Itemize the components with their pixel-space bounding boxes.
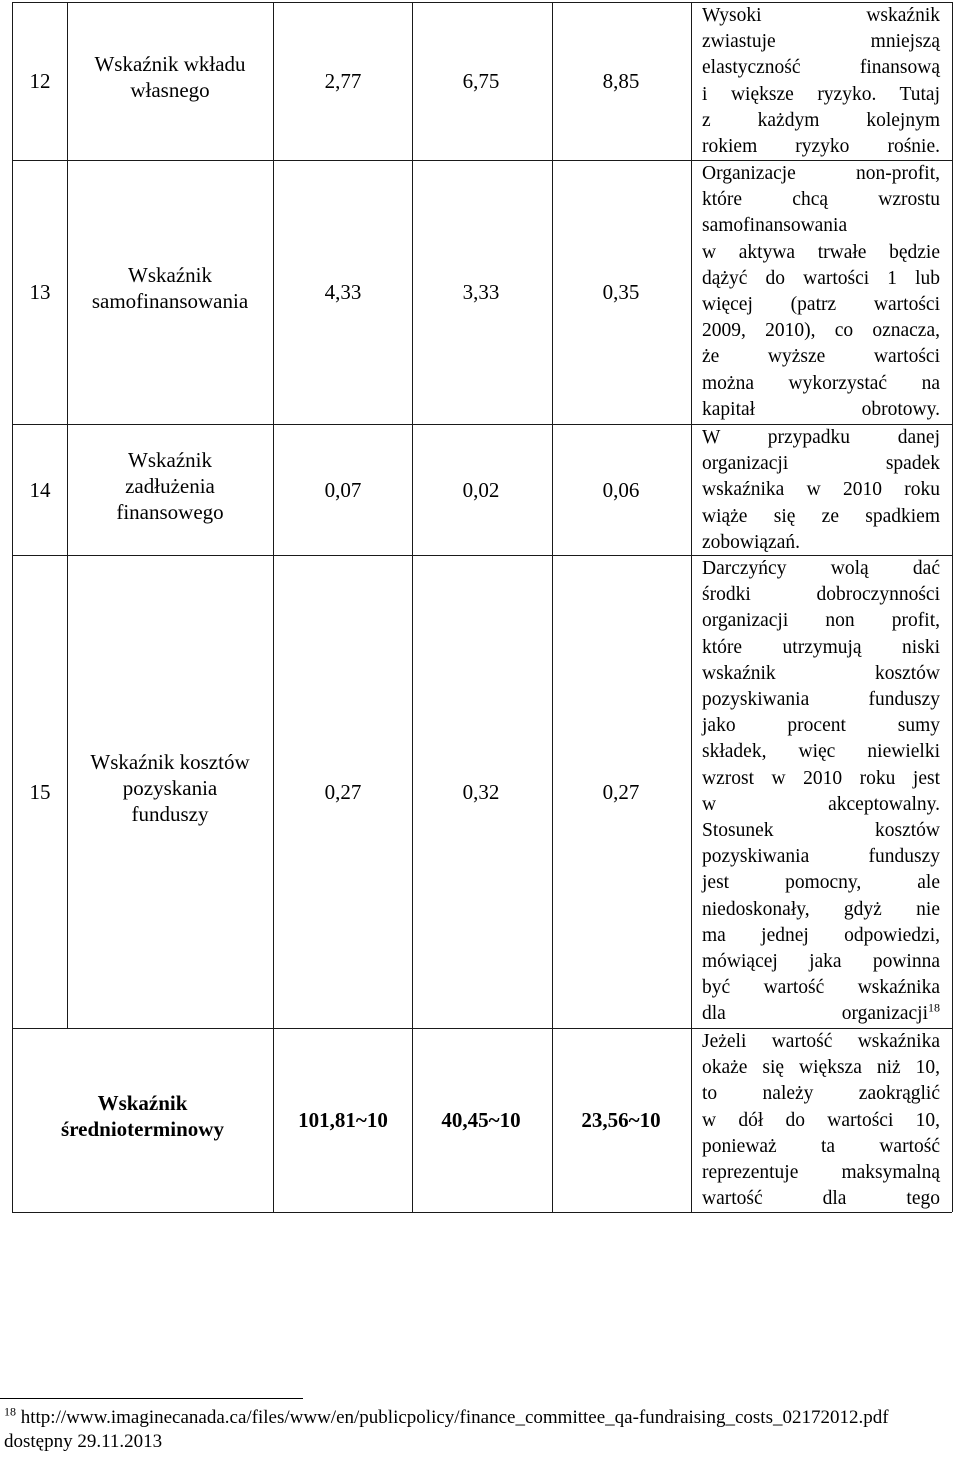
- comment-line: Organizacje non-profit,: [702, 163, 940, 184]
- table-rule: [952, 2, 953, 1212]
- indicator-name: [12, 1090, 273, 1142]
- comment-line: z każdym kolejnym: [702, 109, 940, 131]
- comment-line: to należy zaokrąglić: [702, 1083, 940, 1105]
- comment-line: dla organizacji$^{18}$: [702, 1000, 940, 1025]
- comment-line: w dół do wartości 10,: [702, 1109, 940, 1131]
- table-rule: [273, 2, 274, 1212]
- comment-line: i większe ryzyko. Tutaj: [702, 83, 940, 105]
- comment-line: zobowiązań.: [702, 531, 800, 553]
- comment-line: ponieważ ta wartość: [702, 1135, 940, 1157]
- comment-line: organizacji non profit,: [702, 610, 940, 632]
- indicator-name-line: Wskaźnik kosztów: [90, 749, 250, 774]
- indicator-value: 3,33: [462, 280, 500, 304]
- comment-line: dążyć do wartości 1 lub: [702, 267, 940, 289]
- comment-line: więcej (patrz wartości: [702, 294, 940, 316]
- indicator-value: 8,85: [602, 69, 640, 93]
- indicator-name-line: Wskaźnik wkładu: [94, 52, 246, 76]
- indicator-comment: [702, 556, 940, 1028]
- indicator-name: [67, 51, 273, 103]
- comment-line: wartość dla tego: [702, 1188, 940, 1210]
- comment-line: wskaźnika w 2010 roku: [702, 479, 940, 501]
- footnote-text: http://www.imaginecanada.ca/files/www/en/publicpolicy/finance_committee_qa-fundraising_costs_02172012.pdf dostępny 29.11.2013: [4, 1407, 889, 1452]
- indicator-value: 101,81~10: [298, 1108, 388, 1132]
- indicator-value: 0,27: [324, 779, 362, 804]
- comment-line: Jeżeli wartość wskaźnika: [702, 1031, 940, 1052]
- indicator-value: 40,45~10: [441, 1108, 521, 1132]
- indicator-name-line: finansowego: [116, 499, 224, 524]
- comment-line: być wartość wskaźnika: [702, 977, 940, 999]
- indicator-name-line: funduszy: [131, 801, 209, 826]
- table-rule: [412, 2, 413, 1212]
- comment-line: Wysoki wskaźnik: [702, 5, 940, 26]
- comment-line: pozyskiwania funduszy: [702, 846, 940, 868]
- indicator-name-line: zadłużenia: [125, 473, 215, 498]
- indicator-comment: [702, 425, 940, 556]
- table-rule: [12, 2, 13, 1212]
- comment-line: Stosunek kosztów: [702, 820, 940, 842]
- comment-line: kapitał obrotowy.: [702, 398, 940, 420]
- comment-line: Darczyńcy wolą dać: [702, 558, 940, 579]
- indicator-value: 6,75: [462, 69, 500, 93]
- indicator-value: 4,33: [324, 280, 362, 304]
- indicator-value: 0,06: [602, 477, 640, 502]
- indicator-name-line: własnego: [130, 78, 210, 102]
- comment-line: jest pomocny, ale: [702, 872, 940, 894]
- indicator-name-line: Wskaźnik: [128, 263, 212, 287]
- comment-line: ma jednej odpowiedzi,: [702, 924, 940, 946]
- row-number: 12: [29, 69, 51, 93]
- indicator-comment: [702, 161, 940, 423]
- indicator-value: 0,02: [462, 477, 500, 502]
- comment-line: w aktywa trwałe będzie: [702, 241, 940, 263]
- indicator-value: 0,32: [462, 779, 500, 804]
- indicator-name-line: Wskaźnik: [128, 447, 212, 472]
- comment-line: środki dobroczynności: [702, 584, 940, 606]
- footnote: [4, 1406, 954, 1454]
- comment-line: niedoskonały, gdyż nie: [702, 898, 940, 920]
- comment-line: okaże się większa niż 10,: [702, 1057, 940, 1079]
- comment-line: W przypadku danej: [702, 427, 940, 448]
- comment-line: rokiem ryzyko rośnie.: [702, 136, 940, 158]
- comment-footnote-ref: 18: [928, 1000, 940, 1015]
- indicator-name: [67, 749, 273, 827]
- comment-line: 2009, 2010), co oznacza,: [702, 320, 940, 342]
- indicator-comment: [702, 1029, 940, 1212]
- comment-line: że wyższe wartości: [702, 346, 940, 368]
- row-number: 15: [29, 779, 51, 804]
- comment-line: organizacji spadek: [702, 453, 940, 475]
- comment-line: elastyczność finansową: [702, 57, 940, 79]
- indicator-comment: [702, 3, 940, 160]
- footnote-ref: 18: [4, 1404, 16, 1419]
- comment-line: reprezentuje maksymalną: [702, 1162, 940, 1184]
- table-rule: [552, 2, 553, 1212]
- comment-line: pozyskiwania funduszy: [702, 689, 940, 711]
- comment-line: wiąże się ze spadkiem: [702, 505, 940, 527]
- row-number: 14: [29, 477, 51, 502]
- comment-line: zwiastuje mniejszą: [702, 31, 940, 53]
- comment-line: wskaźnik kosztów: [702, 662, 940, 684]
- comment-line: mówiącej jaka powinna: [702, 951, 940, 973]
- indicator-name-line: średnioterminowy: [61, 1117, 224, 1141]
- table-rule: [691, 2, 692, 1212]
- indicator-name: [67, 262, 273, 314]
- comment-line: w akceptowalny.: [702, 793, 940, 815]
- comment-line: jako procent sumy: [702, 715, 940, 737]
- indicator-value: 0,35: [602, 280, 640, 304]
- indicator-name-line: Wskaźnik: [97, 1091, 188, 1115]
- comment-line: wzrost w 2010 roku jest: [702, 767, 940, 789]
- indicator-value: 23,56~10: [581, 1108, 661, 1132]
- indicator-value: 0,07: [324, 477, 362, 502]
- indicator-name-line: pozyskania: [122, 775, 218, 800]
- row-number: 13: [29, 280, 51, 304]
- indicator-name: [67, 447, 273, 525]
- indicator-name-line: samofinansowania: [91, 289, 249, 313]
- comment-line: które chcą wzrostu: [702, 189, 940, 211]
- footnote-separator: [0, 1398, 303, 1399]
- indicator-value: 2,77: [324, 69, 362, 93]
- indicator-value: 0,27: [602, 779, 640, 804]
- comment-line: składek, więc niewielki: [702, 741, 940, 763]
- comment-line: które utrzymują niski: [702, 636, 940, 658]
- comment-line: samofinansowania: [702, 215, 848, 237]
- comment-line: można wykorzystać na: [702, 372, 940, 394]
